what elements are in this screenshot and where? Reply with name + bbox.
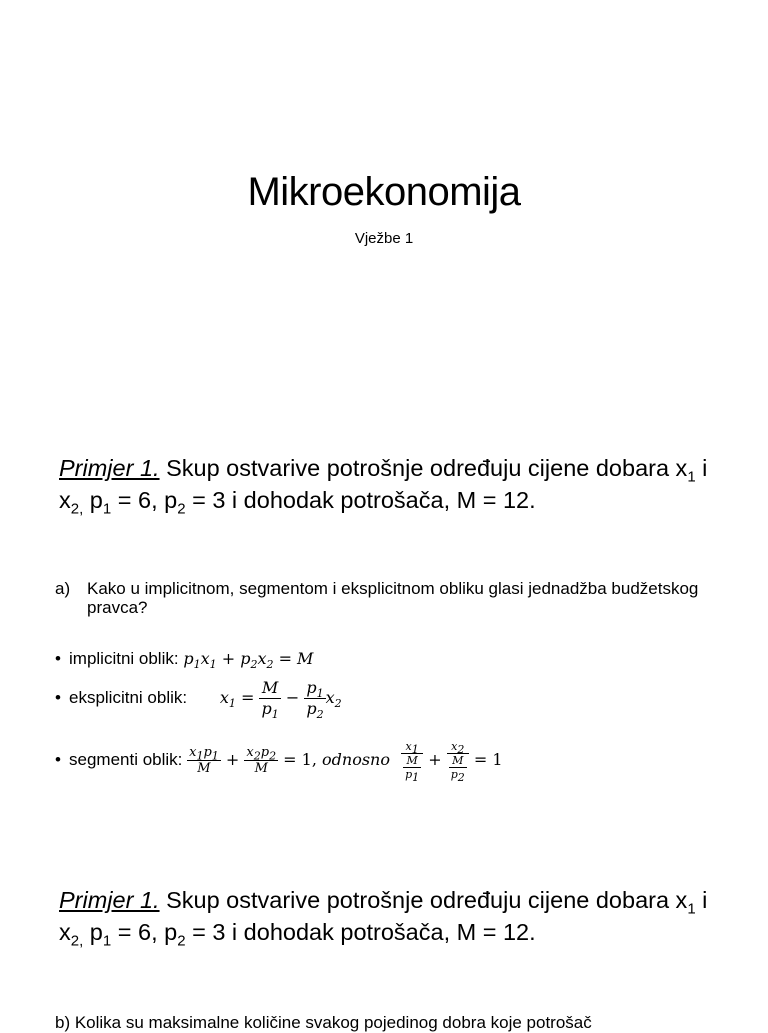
question-label: a): [55, 579, 71, 598]
subscript: 2: [177, 932, 186, 950]
example-label: Primjer 1.: [59, 455, 160, 481]
example-label: Primjer 1.: [59, 887, 160, 913]
subscript: 2,: [70, 500, 84, 518]
implicit-formula: $p_1x_1 + p_2x_2 = M$: [183, 649, 314, 672]
example-1-paragraph: [59, 452, 719, 516]
bullet-label: eksplicitni oblik:: [69, 688, 188, 707]
example-2-paragraph: [59, 884, 719, 948]
bullet-label: segmenti oblik:: [69, 750, 183, 769]
bullet-segment: [55, 740, 503, 785]
subscript: 2,: [70, 932, 84, 950]
example-text: i x: [59, 887, 708, 945]
question-b-partial: b) Kolika su maksimalne količine svakog pojedinog dobra koje potrošač: [55, 1013, 592, 1032]
subscript: 1: [687, 900, 696, 918]
bullet-explicit: [55, 678, 342, 722]
example-text: p: [83, 919, 103, 945]
page-title: Mikroekonomija: [247, 170, 521, 214]
example-text: = 6, p: [111, 919, 178, 945]
example-text: = 6, p: [111, 487, 178, 513]
odnosno-word: odnosno: [322, 750, 390, 769]
example-text: i x: [59, 455, 708, 513]
example-text: p: [83, 487, 103, 513]
subscript: 1: [687, 468, 696, 486]
example-text: = 3 i dohodak potrošača, M = 12.: [185, 487, 536, 513]
bullet-implicit: [55, 649, 314, 672]
question-a: [55, 579, 745, 617]
question-text: Kako u implicitnom, segmentom i eksplicitnom obliku glasi jednadžba budžetskog pravca?: [87, 579, 699, 617]
example-text: Skup ostvarive potrošnje određuju cijene dobara x: [159, 455, 688, 481]
explicit-formula: $x_1$ = $\frac{M}{p_1}$ − $\frac{p_1}{p_2}$ $x_2$: [219, 678, 342, 722]
bullet-dot: •: [55, 750, 61, 769]
bullet-label: implicitni oblik:: [69, 649, 179, 668]
bullet-dot: •: [55, 649, 61, 668]
example-text: Skup ostvarive potrošnje određuju cijene dobara x: [159, 887, 688, 913]
bullet-dot: •: [55, 688, 61, 707]
example-text: = 3 i dohodak potrošača, M = 12.: [185, 919, 536, 945]
segment-formula: $\frac{x_1p_1}{M}$ + $\frac{x_2p_2}{M}$ = 1, odnosno $\frac{x_1}{\frac{M}{p_1}}$ + $\frac{x_2}{\frac{M}{p_2}}$ = 1: [189, 740, 503, 785]
page-subtitle: Vježbe 1: [354, 230, 414, 247]
subscript: 2: [177, 500, 186, 518]
subscript: 1: [102, 932, 112, 950]
subscript: 1: [102, 500, 112, 518]
